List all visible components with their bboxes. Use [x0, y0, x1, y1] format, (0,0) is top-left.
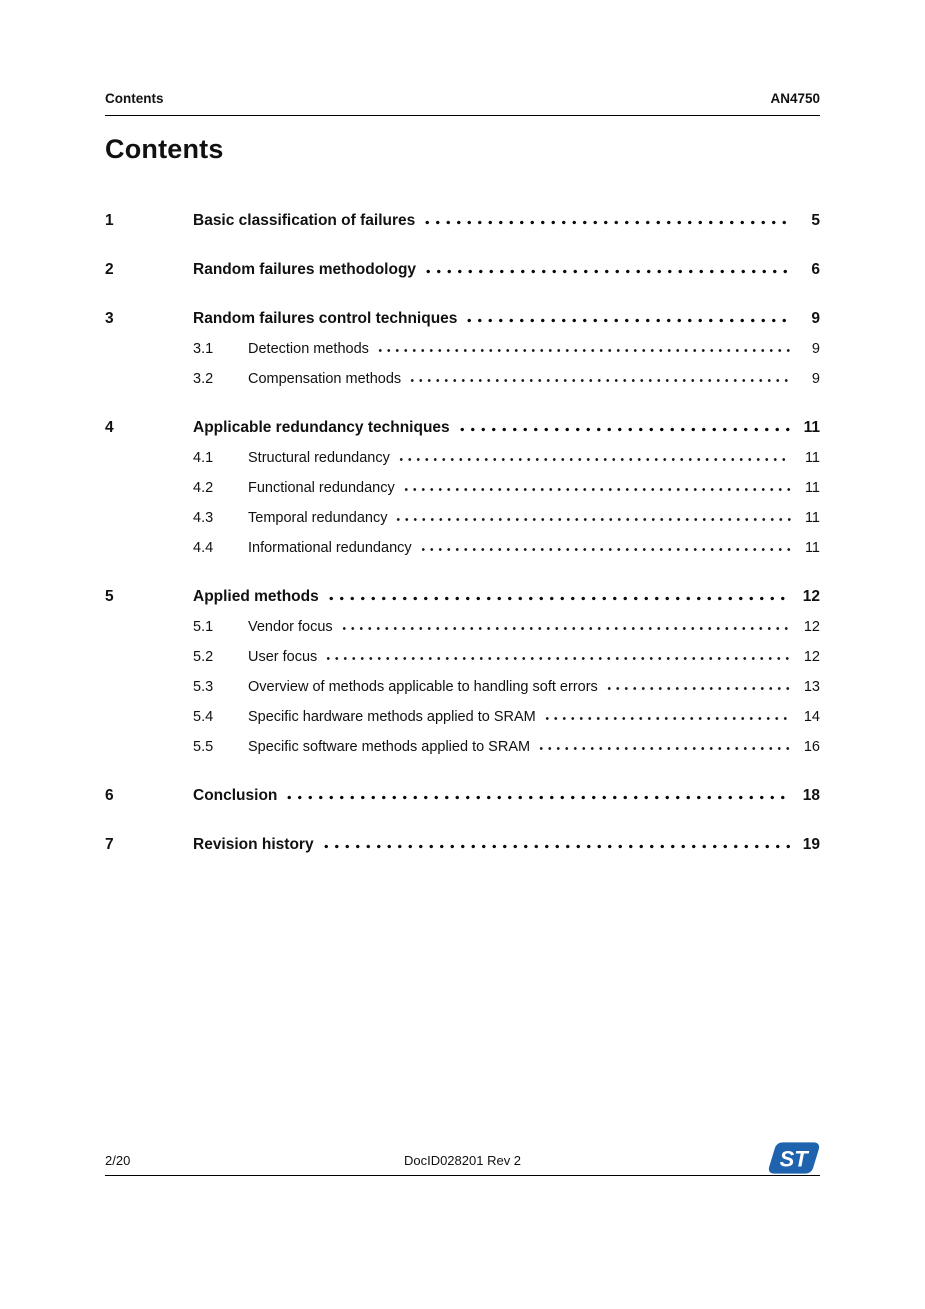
- toc-entry[interactable]: [105, 702, 820, 732]
- toc-leader-dots: [419, 533, 791, 563]
- toc-entry-title: Basic classification of failures: [193, 212, 416, 229]
- toc-entry-number: 3.2: [193, 371, 214, 387]
- toc-entry-title: Temporal redundancy: [248, 510, 388, 526]
- toc-leader-dots: [408, 364, 791, 394]
- toc-leader-dots: [537, 732, 791, 762]
- toc-entry-page: 9: [811, 371, 820, 387]
- toc-entry-number: 3: [105, 310, 114, 327]
- toc-entry-page: 14: [803, 709, 820, 725]
- toc-entry-title: Random failures control techniques: [193, 310, 458, 327]
- toc-leader-dots: [324, 642, 791, 672]
- toc-entry-number: 4.4: [193, 540, 214, 556]
- toc-entry-page: 9: [811, 310, 820, 327]
- toc-entry-number: 7: [105, 836, 114, 853]
- toc-entry[interactable]: [105, 642, 820, 672]
- toc-entry-page: 12: [803, 649, 820, 665]
- toc-entry[interactable]: [105, 364, 820, 394]
- toc-entry[interactable]: [105, 830, 820, 860]
- toc-entry-page: 6: [811, 261, 820, 278]
- toc-entry[interactable]: [105, 473, 820, 503]
- toc-leader-dots: [321, 830, 791, 860]
- toc-entry[interactable]: [105, 413, 820, 443]
- toc-entry-page: 12: [803, 619, 820, 635]
- toc-entry-page: 16: [803, 739, 820, 755]
- toc-entry-number: 5.5: [193, 739, 214, 755]
- toc-entry-page: 11: [804, 510, 820, 526]
- toc-entry-number: 2: [105, 261, 114, 278]
- toc-entry-title: Functional redundancy: [248, 480, 395, 496]
- toc-entry-title: Overview of methods applicable to handling soft errors: [248, 679, 598, 695]
- toc-leader-dots: [376, 334, 791, 364]
- toc-entry-number: 6: [105, 787, 114, 804]
- st-logo-text: ST: [779, 1146, 808, 1172]
- toc-entry-number: 5.2: [193, 649, 214, 665]
- toc-entry-title: Vendor focus: [248, 619, 333, 635]
- footer-doc-id: DocID028201 Rev 2: [403, 1153, 522, 1168]
- toc-leader-dots: [284, 781, 791, 811]
- toc-entry-number: 5.4: [193, 709, 214, 725]
- toc-entry-page: 13: [803, 679, 820, 695]
- st-logo: [768, 1140, 820, 1176]
- toc-entry-number: 5.1: [193, 619, 214, 635]
- toc-entry-number: 1: [105, 212, 114, 229]
- page-header: [105, 91, 820, 116]
- toc-leader-dots: [394, 503, 791, 533]
- toc-entry[interactable]: [105, 582, 820, 612]
- toc-list: [105, 206, 820, 860]
- toc-leader-dots: [397, 443, 791, 473]
- header-section-label: Contents: [105, 91, 164, 106]
- toc-entry-title: Detection methods: [248, 341, 369, 357]
- toc-leader-dots: [326, 582, 791, 612]
- toc-entry-page: 12: [802, 588, 820, 605]
- toc-leader-dots: [402, 473, 791, 503]
- page-title: Contents: [105, 134, 224, 164]
- toc-entry-title: Conclusion: [193, 787, 278, 804]
- toc-entry-page: 5: [811, 212, 820, 229]
- toc-leader-dots: [340, 612, 791, 642]
- toc-entry[interactable]: [105, 334, 820, 364]
- footer-page-number: 2/20: [105, 1153, 131, 1168]
- toc-leader-dots: [605, 672, 791, 702]
- toc-entry-title: Compensation methods: [248, 371, 402, 387]
- page-footer: [105, 1130, 820, 1176]
- toc-leader-dots: [464, 304, 791, 334]
- toc-entry-number: 3.1: [193, 341, 214, 357]
- toc-entry[interactable]: [105, 304, 820, 334]
- toc-entry[interactable]: [105, 206, 820, 236]
- toc-entry-number: 4.2: [193, 480, 214, 496]
- toc-entry-page: 18: [802, 787, 820, 804]
- toc-entry-page: 9: [811, 341, 820, 357]
- toc-entry[interactable]: [105, 732, 820, 762]
- toc-entry[interactable]: [105, 781, 820, 811]
- toc-leader-dots: [457, 413, 791, 443]
- toc-entry-title: Specific hardware methods applied to SRAM: [248, 709, 536, 725]
- toc-entry-title: Structural redundancy: [248, 450, 390, 466]
- toc-entry-number: 4: [105, 419, 114, 436]
- toc-entry-page: 19: [802, 836, 820, 853]
- toc-entry-page: 11: [803, 419, 820, 436]
- header-doc-number: AN4750: [770, 91, 820, 106]
- toc-entry-title: Applicable redundancy techniques: [193, 419, 450, 436]
- toc-entry-title: Informational redundancy: [248, 540, 412, 556]
- toc-entry-title: User focus: [248, 649, 318, 665]
- toc-entry-page: 11: [804, 450, 820, 466]
- toc-entry-number: 4.1: [193, 450, 214, 466]
- toc-entry-title: Applied methods: [193, 588, 319, 605]
- toc-entry[interactable]: [105, 443, 820, 473]
- toc-leader-dots: [543, 702, 791, 732]
- toc-entry-title: Random failures methodology: [193, 261, 417, 278]
- toc-entry-title: Revision history: [193, 836, 314, 853]
- toc-entry-page: 11: [804, 540, 820, 556]
- toc-entry[interactable]: [105, 672, 820, 702]
- toc-entry-number: 5.3: [193, 679, 214, 695]
- toc-entry-number: 5: [105, 588, 114, 605]
- toc-leader-dots: [423, 255, 791, 285]
- toc-entry-title: Specific software methods applied to SRAM: [248, 739, 531, 755]
- toc-entry-number: 4.3: [193, 510, 214, 526]
- toc-entry[interactable]: [105, 533, 820, 563]
- toc-entry-page: 11: [804, 480, 820, 496]
- toc-leader-dots: [422, 206, 791, 236]
- toc-entry[interactable]: [105, 503, 820, 533]
- toc-entry[interactable]: [105, 255, 820, 285]
- toc-entry[interactable]: [105, 612, 820, 642]
